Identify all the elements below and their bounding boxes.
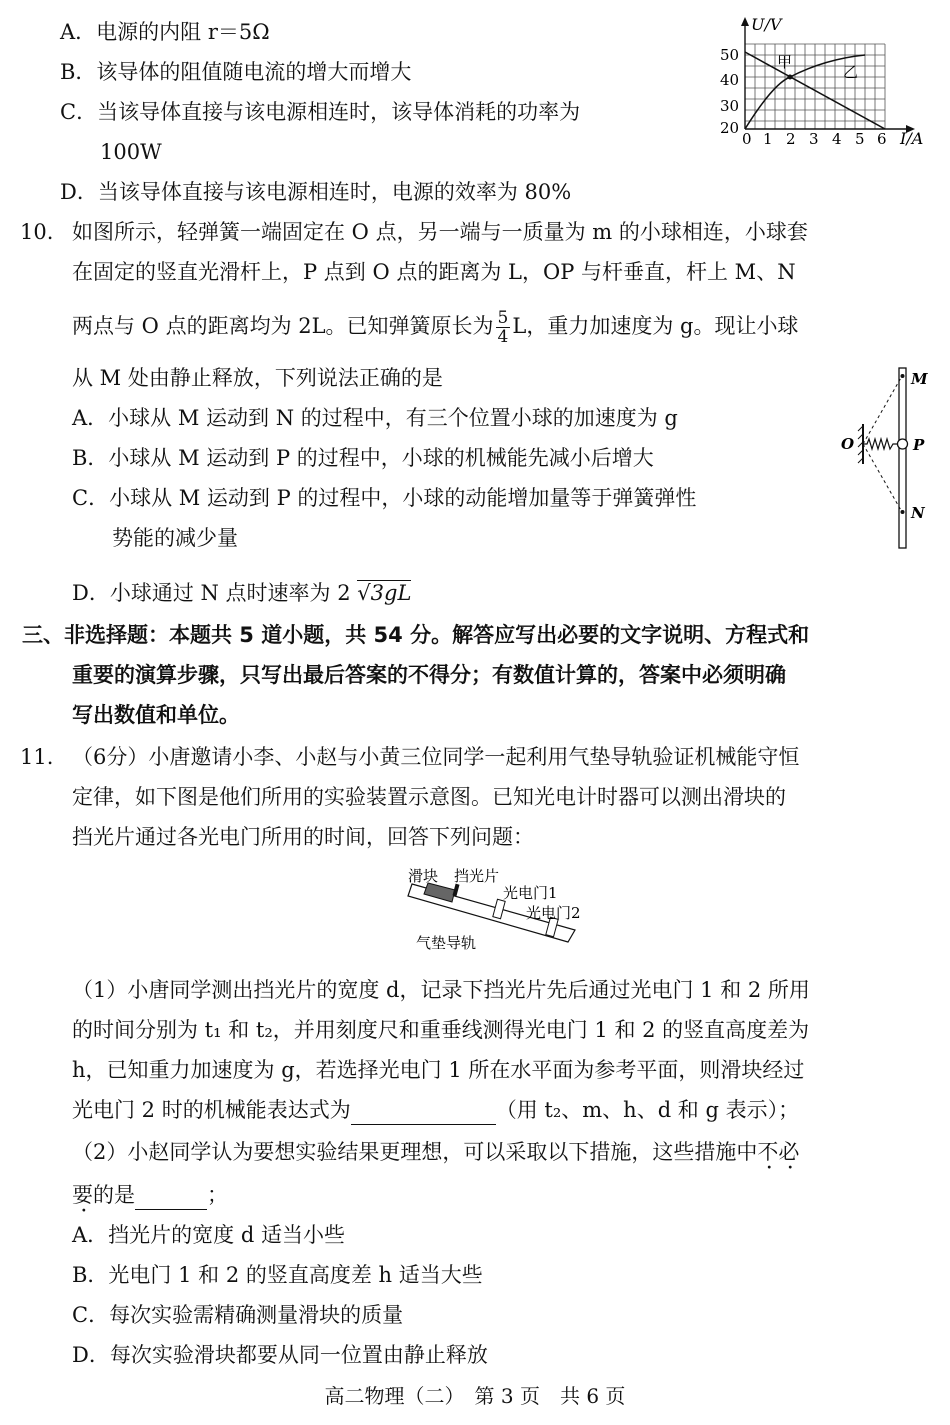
q11-stem-line3: 挡光片通过各光电门所用的时间，回答下列问题： [72,825,534,849]
q11-option-b: B．光电门 1 和 2 的竖直高度差 h 适当大些 [72,1263,483,1287]
q11-part2-line2-b: 的是 [93,1183,135,1207]
emphasis-necessary: 必 [778,1140,800,1164]
q11-part2-line2-c: ； [207,1183,228,1207]
q11-option-d: D．每次实验滑块都要从同一位置由静止释放 [72,1343,488,1367]
page-footer: 高二物理（二） 第 3 页 共 6 页 [324,1384,626,1408]
q11-part1-line1: （1）小唐同学测出挡光片的宽度 d，记录下挡光片先后通过光电门 1 和 2 所用 [72,978,810,1002]
emphasis-not: 不 [757,1140,779,1164]
q11-part1-line2: 的时间分别为 t₁ 和 t₂，并用刻度尺和重垂线测得光电门 1 和 2 的竖直高度差为 [72,1018,810,1042]
q11-part1-line3: h，已知重力加速度为 g，若选择光电门 1 所在水平面为参考平面，则滑块经过 [72,1058,805,1082]
section3-heading-line2: 重要的演算步骤，只写出最后答案的不得分；有数值计算的，答案中必须明确 [72,663,786,687]
q11-option-c: C．每次实验需精确测量滑块的质量 [72,1303,404,1327]
answer-blank-2[interactable] [135,1187,207,1210]
label-gate2: 光电门2 [526,904,581,922]
graph-y-tick: 40 [720,71,740,89]
q9-option-b: B．该导体的阻值随电流的增大而增大 [60,60,412,84]
q9-option-d: D．当该导体直接与该电源相连时，电源的效率为 80% [60,180,572,204]
graph-label-jia: 甲 [777,53,793,71]
label-p: P [913,436,925,454]
q11-air-track-figure [400,866,605,956]
q9-option-c: C．当该导体直接与该电源相连时，该导体消耗的功率为 [60,100,581,124]
graph-y-tick: 30 [720,97,740,115]
q10-option-b: B．小球从 M 运动到 P 的过程中，小球的机械能先减小后增大 [72,446,654,470]
q11-part2-line1-a: （2）小赵同学认为要想实验结果更理想，可以采取以下措施，这些措施中 [72,1140,758,1164]
q11-stem-line1: （6分）小唐邀请小李、小赵与小黄三位同学一起利用气垫导轨验证机械能守恒 [72,745,800,769]
q11-number: 11. [20,745,54,769]
q11-part2-line2 [72,1180,228,1210]
q10-spring-rod-figure [835,362,935,552]
fraction-numerator: 5 [497,308,509,328]
q9-option-a: A．电源的内阻 r＝5Ω [60,20,270,44]
emphasis-need: 要 [72,1183,93,1207]
label-slider: 滑块 [408,867,439,885]
q10-stem-line2: 在固定的竖直光滑杆上，P 点到 O 点的距离为 L，OP 与杆垂直，杆上 M、N [72,260,796,284]
q11-part2-line1 [72,1137,799,1167]
q10-option-c: C．小球从 M 运动到 P 的过程中，小球的动能增加量等于弹簧弹性 [72,486,697,510]
label-rail: 气垫导轨 [416,934,477,952]
graph-x-tick: 2 [786,130,796,148]
graph-x-tick: 1 [763,130,773,148]
fraction-denominator: 4 [497,327,509,347]
spring-length-fraction [496,309,511,346]
label-o: O [841,435,855,453]
graph-x-tick: 5 [855,130,865,148]
label-gate1: 光电门1 [503,884,558,902]
q11-stem-line2: 定律，如下图是他们所用的实验装置示意图。已知光电计时器可以测出滑块的 [72,785,786,809]
q10-stem-line3-b: L，重力加速度为 g。现让小球 [512,314,799,338]
q10-stem-line3-a: 两点与 O 点的距离均为 2L。已知弹簧原长为 [72,314,494,338]
graph-y-tick: 50 [720,46,740,64]
label-shade: 挡光片 [454,867,500,885]
answer-blank-1[interactable] [351,1102,496,1125]
q9-option-c-cont: 100W [100,140,162,164]
graph-x-tick: 0 [742,130,752,148]
graph-x-tick: 3 [809,130,819,148]
graph-label-yi: 乙 [843,63,859,81]
graph-x-axis-label: I/A [900,129,924,148]
section3-heading-line1: 三、非选择题：本题共 5 道小题，共 54 分。解答应写出必要的文字说明、方程式和 [22,623,810,647]
q11-option-a: A．挡光片的宽度 d 适当小些 [72,1223,345,1247]
q10-option-c-cont: 势能的减少量 [112,526,238,550]
q10-stem-line3 [72,309,798,346]
section3-heading-line3: 写出数值和单位。 [72,703,240,727]
q10-stem-line4: 从 M 处由静止释放，下列说法正确的是 [72,366,443,390]
sqrt-expression: √3gL [357,581,412,605]
graph-y-tick: 20 [720,119,740,137]
q9-ui-graph [715,14,940,154]
graph-y-axis-label: U/V [751,15,782,34]
q10-number: 10. [20,220,54,244]
q10-stem-line1: 如图所示，轻弹簧一端固定在 O 点，另一端与一质量为 m 的小球相连，小球套 [72,220,808,244]
q11-part1-line4-b: （用 t₂、m、h、d 和 g 表示）； [495,1098,800,1122]
q10-option-d-text: D．小球通过 N 点时速率为 2 [72,581,351,605]
label-n: N [911,504,925,522]
label-m: M [911,370,928,388]
q10-option-d [72,578,411,608]
q11-part1-line4-a: 光电门 2 时的机械能表达式为 [72,1098,351,1122]
q10-option-a: A．小球从 M 运动到 N 的过程中，有三个位置小球的加速度为 g [72,406,678,430]
graph-x-tick: 4 [832,130,842,148]
q11-part1-line4 [72,1095,799,1125]
graph-x-tick: 6 [877,130,887,148]
